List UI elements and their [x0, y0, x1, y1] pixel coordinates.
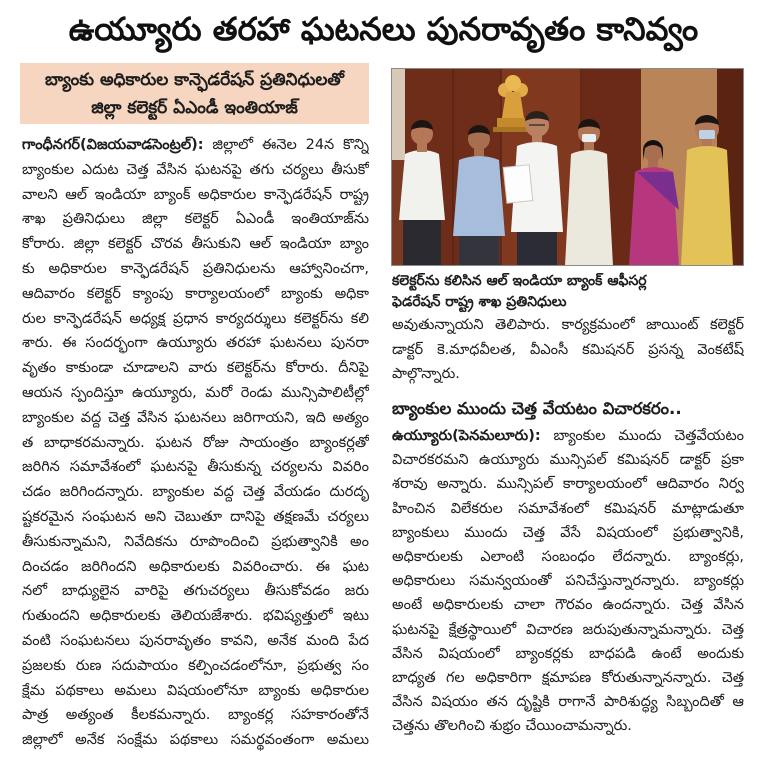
right-body-line: అవుతున్నాయని తెలిపారు. కార్యక్రమంలో జాయింట్ కలెక్టర్	[392, 317, 744, 333]
right-article-column	[392, 424, 744, 738]
subhead-line: జిల్లా కలెక్టర్ ఏఎండీ ఇంతియాజ్	[91, 98, 298, 118]
subhead-line: బ్యాంకు అధికారుల కాన్ఫెడరేషన్ ప్రతినిధులతో	[45, 70, 344, 90]
right-body-line: అంటే అధికారులకు చాలా గౌరవం ఉందన్నారు. చెత్త వేసిన	[392, 597, 744, 614]
photo-window	[391, 68, 405, 160]
left-body-line: రుల కాన్ఫెడరేషన్ అధ్యక్ష ప్రధాన కార్యదర్శులు కలెక్టర్‌ను కలి	[22, 310, 369, 327]
left-body-line: ష్టకరమైన సంఘటన అని చెబుతూ దానిపై తక్షణమే చర్యలు	[22, 508, 369, 525]
section-subheading: బ్యాంకుల ముందు చెత్త వేయటం విచారకరం..	[392, 399, 682, 418]
left-body-line: శారు. ఈ సందర్భంగా ఉయ్యూరు తరహా ఘటనలు పునరా	[22, 335, 369, 352]
left-body-line	[22, 133, 369, 158]
left-body-line: క్షేమ పథకాలు అమలు విషయంలోనూ బ్యాంకు అధికారుల	[22, 682, 369, 699]
meeting-photo	[391, 68, 744, 266]
left-body-line: నలో బాధ్యులైన వారిపై తగుచర్యలు తీసుకోవడం జరు	[22, 583, 369, 600]
right-body-line: హించిన విలేకరుల సమావేశంలో కమిషనర్ మాట్లాడుతూ	[392, 500, 744, 517]
right-body-line: ఘటనపై క్షేత్రస్థాయిలో విచారణ జరుపుతున్నామన్నారు. చెత్త	[392, 621, 744, 638]
right-body-line-text: బ్యాంకుల ముందు చెత్తవేయటం	[553, 428, 744, 444]
left-body-line: వాలని ఆల్ ఇండియా బ్యాంక్ అధికారుల కాన్ఫెడరేషన్ రాష్ట్ర	[22, 186, 369, 203]
left-body-line: గుతుందని అధికారులకు తెలియజేశారు. భవిష్యత్తులో ఇటు	[22, 608, 369, 625]
left-body-line: బ్యాంకుల ఎదుట చెత్త వేసిన ఘటనపై తగు చర్యలు తీసుకో	[22, 161, 369, 178]
left-body-line: జరిగిన సమావేశంలో ఘటనపై తీసుకున్న చర్యలను వివరిం	[22, 459, 369, 476]
right-body-line: బాధ్యత గల అధికారిగా క్షమాపణ కోరుతున్నానన్నారు. చెత్త	[392, 669, 744, 686]
face-mask	[582, 134, 596, 142]
left-body-line: కోరారు. జిల్లా కలెక్టర్ చొరవ తీసుకుని ఆల్ ఇండియా బ్యాం	[22, 236, 369, 253]
right-body-line: శరావు అన్నారు. మున్సిపల్ కార్యాలయంలో ఆదివారం నిర్వ	[392, 476, 744, 493]
left-dateline: గాంధీనగర్(విజయవాడసెంట్రల్):	[22, 137, 204, 153]
left-body-line: ప్రజలకు రుణ సదుపాయం కల్పించడంలోనూ, ప్రభుత్వ సం	[22, 657, 369, 674]
left-body-line: వృతం కాకుండా చూడాలని వారు కలెక్టర్‌ను కోరారు. దీనిపై	[22, 360, 369, 377]
right-body-line: బ్యాంకులు ముందు చెత్త వేసే విషయంలో ప్రభుత్వానికి,	[392, 524, 744, 541]
subhead-box	[20, 63, 369, 124]
right-continued-text	[392, 313, 744, 387]
photo-caption-line: ఫెడరేషన్ రాష్ట్ర శాఖ ప్రతినిధులు	[392, 294, 567, 310]
right-body-line: వేసిన విషయంలో బ్యాంకర్లకు బాధపడి ఉంటే అందుకు	[392, 645, 744, 662]
right-dateline: ఉయ్యూరు(పెనమలూరు):	[392, 428, 541, 444]
left-article-column	[22, 133, 369, 753]
left-body-line: ఆదివారం కలెక్టర్ క్యాంపు కార్యాలయంలో బ్యాంకు అధికా	[22, 285, 369, 302]
left-body-line: తీసుకున్నామని, నివేదికను రూపొందించి ప్రభుత్వానికి అం	[22, 533, 369, 550]
left-body-line: పాత్ర అత్యంత కీలకమన్నారు. బ్యాంకర్ల సహకారంతోనే	[22, 707, 369, 724]
left-body-line: వంటి సంఘటనలు పునరావృతం కావని, అనేక మంది పేద	[22, 632, 369, 649]
left-body-line-text: జిల్లాలో ఈనెల 24న కొన్ని	[212, 137, 369, 153]
right-body-line: వేసిన విషయం తన దృష్టికి రాగానే పారిశుద్ధ్య సిబ్బందితో ఆ	[392, 694, 744, 711]
photo-caption	[392, 271, 744, 313]
right-body-line: విచారకరమని ఉయ్యూరు మున్సిపల్ కమిషనర్ డాక్టర్ ప్రకా	[392, 452, 744, 469]
left-body-line: చడం జరిగిందన్నారు. బ్యాంకుల వద్ద చెత్త వేయడం దురదృ	[22, 484, 369, 501]
photo-caption-line: కలెక్టర్‌ను కలిసిన ఆల్ ఇండియా బ్యాంక్ ఆఫీసర్ల	[392, 273, 647, 289]
face-mask	[699, 130, 715, 139]
left-body-line: త బాధాకరమన్నారు. ఘటన రోజు సాయంత్రం బ్యాంకర్లతో	[22, 434, 369, 451]
right-body-line	[392, 424, 744, 448]
headline: ఉయ్యూరు తరహా ఘటనలు పునరావృతం కానివ్వం	[68, 10, 699, 48]
left-body-line: కు అధికారుల కాన్ఫెడరేషన్ ప్రతినిధులను ఆహ్వానించగా,	[22, 260, 369, 277]
left-body-line: శాఖ ప్రతినిధులు జిల్లా కలెక్టర్ ఏఎండీ ఇంతియాజ్‌ను	[22, 211, 369, 228]
right-body-line: పాల్గొన్నారు.	[392, 366, 460, 382]
right-body-line: చెత్తను తొలగించి శుభ్రం చేయించామన్నారు.	[392, 718, 632, 735]
right-body-line: డాక్టర్ కె.మాధవీలత, వీఎంసీ కమిషనర్ ప్రసన్న వెంకటేష్	[392, 341, 744, 358]
left-body-line: బ్యాంకుల వద్ద చెత్త వేసిన ఘటనలు జరిగాయని, ఇది అత్యం	[22, 409, 369, 426]
memorandum-paper	[503, 165, 533, 204]
left-body-line: ఆయన స్పందిస్తూ ఉయ్యూరు, మరో రెండు మున్సిపాలిటీల్లో	[22, 384, 369, 401]
right-body-line: అధికారులకు ఎలాంటి సంబంధం లేదన్నారు. బ్యాంకర్లు,	[392, 548, 744, 565]
left-body-line: దించడం జరిగిందని అధికారులకు వివరించారు. ఈ ఘట	[22, 558, 369, 575]
left-body-line: జిల్లాలో అనేక సంక్షేమ పథకాలు సమర్థవంతంగా అమలు	[22, 732, 369, 749]
right-body-line: అధికారులు సమన్వయంతో పనిచేస్తున్నారన్నారు. బ్యాంకర్లు	[392, 573, 744, 590]
